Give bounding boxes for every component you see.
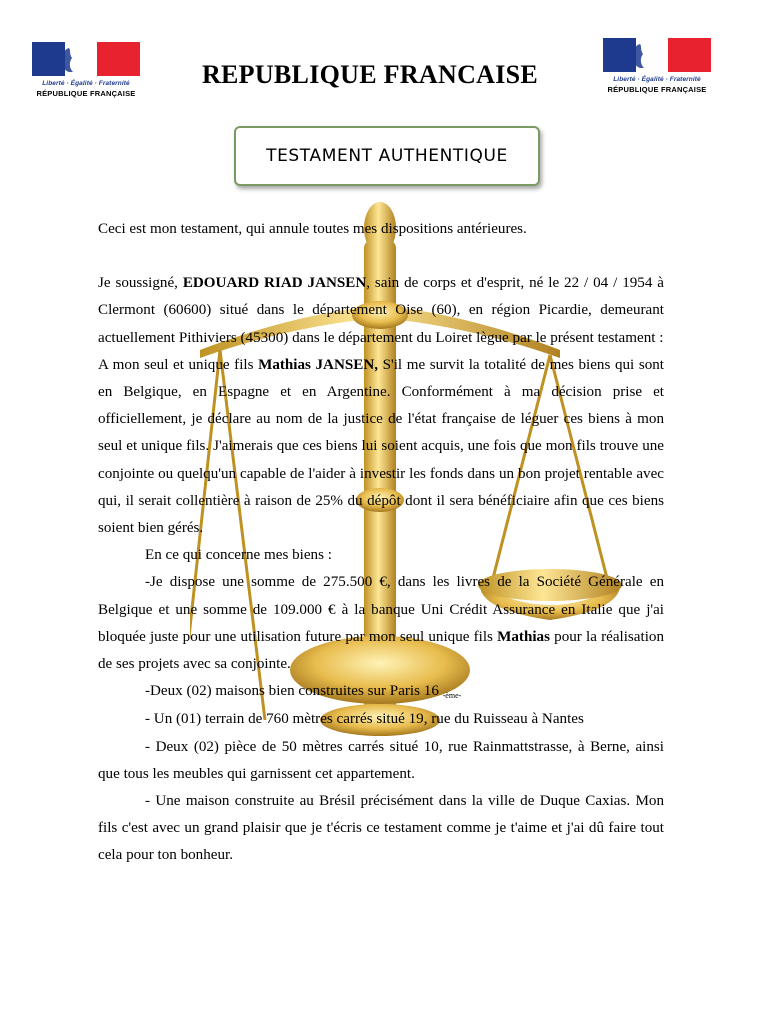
testament-body [98,216,664,870]
testator-paragraph [98,270,664,352]
assets-heading: En ce qui concerne mes biens : [145,547,332,564]
land-item: - Un (01) terrain de 760 mètres carrés situé 19, rue du Ruisseau à Nantes [145,711,584,728]
logo-name: RÉPUBLIQUE FRANÇAISE [36,89,136,98]
text-span: S'il me survit la totalité de mes biens qui sont en Belgique, en Espagne et en Argentine. Conformément à ma décision prise et officiellement, je déclare au nom de la justice de l'état française de léguer ces biens à mon seul et unique fils. J'aimerais que ces biens lui soient acquis, une fois que mon fils trouve une conjointe ou quelqu'un capable de l'aider à investir les fonds dans un bon projet rentable avec qui, il serait collentière à raison de 25% du dépôt dont il sera bénéficiaire afin que ces biens soient bien gérés. [98,356,664,537]
text-span: A mon seul et unique fils [98,356,259,373]
document-title-box [234,126,540,186]
houses-item [98,678,664,706]
logo-name: RÉPUBLIQUE FRANÇAISE [607,85,707,94]
logo-motto: Liberté · Égalité · Fraternité [42,80,130,87]
superscript: -ème- [442,691,462,701]
intro-paragraph: Ceci est mon testament, qui annule toutes mes dispositions antérieures. [98,221,527,237]
heir-paragraph [98,352,664,542]
heir-name: Mathias JANSEN, [258,356,378,373]
page-title: REPUBLIQUE FRANCAISE [201,60,539,89]
testator-name: EDOUARD RIAD JANSEN [182,275,367,292]
logo-motto: Liberté · Égalité · Fraternité [613,76,701,83]
funds-paragraph [98,569,664,678]
document-title: TESTAMENT AUTHENTIQUE [266,146,508,166]
text-span: , sain de corps et d'esprit, né le 22 / 04 / 1954 à Clermont (60600) situé dans le département Oise (60), en région Picardie, demeurant actuellement Pithiviers (45300) dans le département du Loiret lègue par le présent testament : [98,275,664,346]
heir-first-name: Mathias [497,628,550,645]
rooms-item: - Deux (02) pièce de 50 mètres carrés situé 10, rue Rainmattstrasse, à Berne, ainsi que tous les meubles qui garnissent cet appartement. [98,738,664,782]
text-span: pour la réalisation de ses projets avec sa conjointe. [98,628,664,673]
text-span: Je soussigné, [98,275,183,292]
text-span: -Je dispose une somme de 275.500 €, dans les livres de la Société Générale en Belgique et une somme de 109.000 € à la banque Uni Crédit Assurance en Italie que j'ai bloquée juste pour une utilisation future par mon seul unique fils [98,574,664,645]
text-span: -Deux (02) maisons bien construites sur Paris 16 [145,683,443,700]
brazil-house-item: - Une maison construite au Brésil précisément dans la ville de Duque Caxias. Mon fils c'est avec un grand plaisir que je t'écris ce testament comme je t'aime et j'ai dû faire tout cela pour ton bonheur. [98,793,664,864]
